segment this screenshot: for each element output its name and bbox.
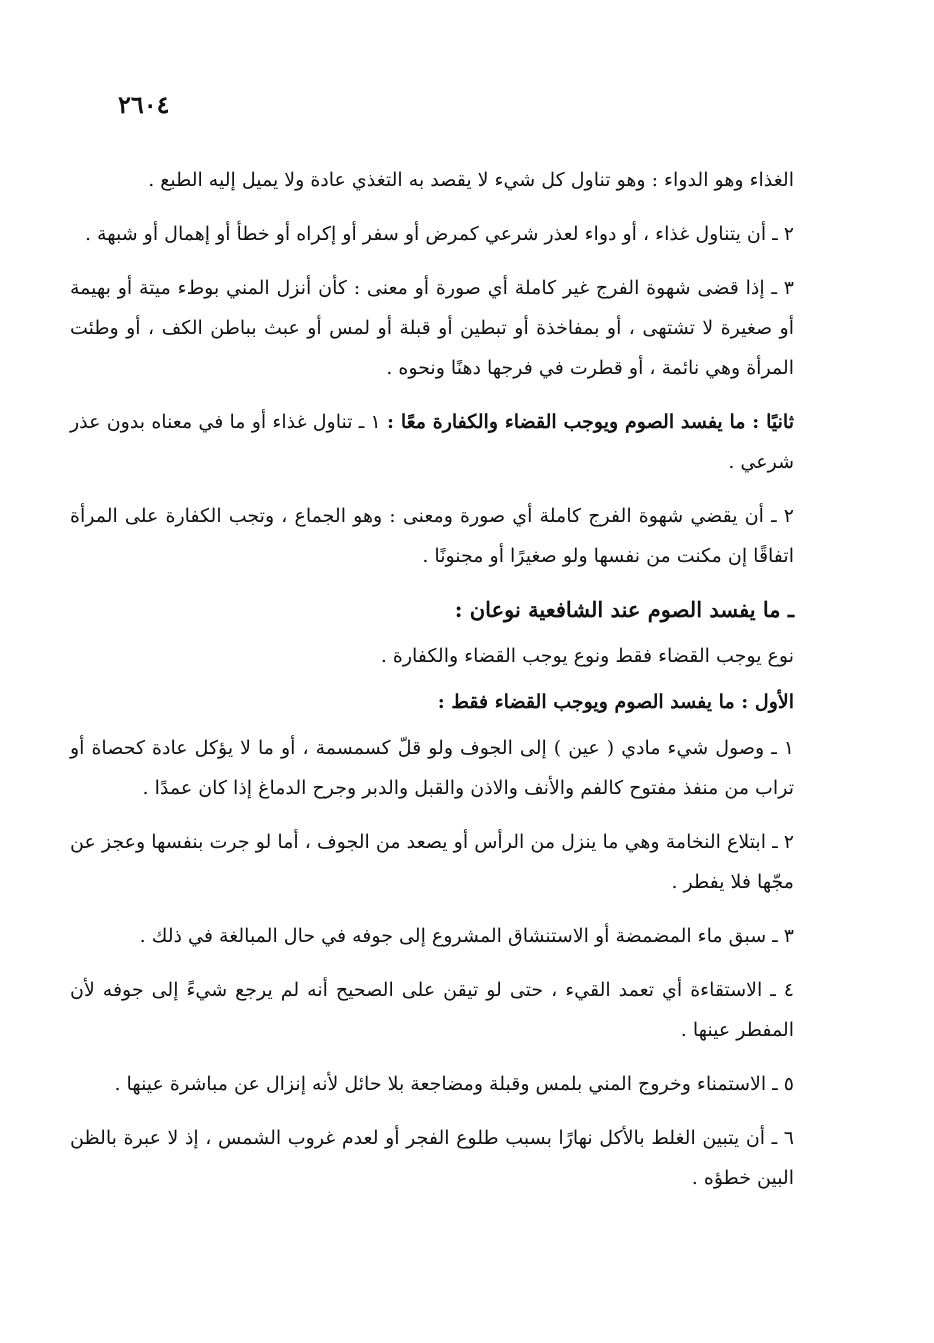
- paragraph: ٣ ـ سبق ماء المضمضة أو الاستنشاق المشروع إلى جوفه في حال المبالغة في ذلك .: [139, 925, 794, 947]
- paragraph: ١ ـ وصول شيء مادي ( عين ) إلى الجوف ولو قلّ كسمسمة ، أو ما لا يؤكل عادة كحصاة أو تراب من منفذ مفتوح كالفم والأنف والاذن والقبل والدبر وجرح الدماغ إذا كان عمدًا .: [70, 737, 794, 799]
- page-number: ٢٦٠٤: [118, 90, 170, 119]
- paragraph: ٢ ـ أن يقضي شهوة الفرج كاملة أي صورة ومعنى : وهو الجماع ، وتجب الكفارة على المرأة اتفاقًا إن مكنت من نفسها ولو صغيرًا أو مجنونًا .: [70, 505, 794, 567]
- paragraph: ٦ ـ أن يتبين الغلط بالأكل نهارًا بسبب طلوع الفجر أو لعدم غروب الشمس ، إذ لا عبرة بالظن البين خطؤه .: [70, 1127, 794, 1189]
- paragraph: ٣ ـ إذا قضى شهوة الفرج غير كاملة أي صورة أو معنى : كأن أنزل المني بوطء ميتة أو بهيمة أو صغيرة لا تشتهى ، أو بمفاخذة أو تبطين أو قبلة أو لمس أو عبث بباطن الكف ، أو وطئت المرأة وهي نائمة ، أو قطرت في فرجها دهنًا ونحوه .: [70, 277, 794, 379]
- paragraph: ٢ ـ أن يتناول غذاء ، أو دواء لعذر شرعي كمرض أو سفر أو إكراه أو خطأ أو إهمال أو شبهة .: [84, 223, 794, 245]
- paragraph: ٢ ـ ابتلاع النخامة وهي ما ينزل من الرأس أو يصعد من الجوف ، أما لو جرت بنفسها وعجز عن مجّها فلا يفطر .: [70, 831, 794, 893]
- page-body: [70, 160, 794, 1212]
- paragraph: [70, 402, 794, 482]
- paragraph: نوع يوجب القضاء فقط ونوع يوجب القضاء والكفارة .: [380, 645, 794, 667]
- paragraph: ٤ ـ الاستقاءة أي تعمد القيء ، حتى لو تيقن على الصحيح أنه لم يرجع شيءً إلى جوفه لأن المفطر عينها .: [70, 979, 794, 1041]
- paragraph-rest: ١ ـ تناول غذاء أو ما في معناه بدون عذر شرعي .: [70, 411, 794, 473]
- paragraph-lead: ثانيًا : ما يفسد الصوم ويوجب القضاء والكفارة معًا :: [387, 411, 794, 433]
- paragraph: الغذاء وهو الدواء : وهو تناول كل شيء لا يقصد به التغذي عادة ولا يميل إليه الطبع .: [148, 169, 794, 191]
- section-heading: ـ ما يفسد الصوم عند الشافعية نوعان :: [454, 597, 794, 622]
- sub-heading: الأول : ما يفسد الصوم ويوجب القضاء فقط :: [437, 691, 794, 713]
- paragraph: ٥ ـ الاستمناء وخروج المني بلمس وقبلة ومضاجعة بلا حائل لأنه إنزال عن مباشرة عينها .: [114, 1073, 794, 1095]
